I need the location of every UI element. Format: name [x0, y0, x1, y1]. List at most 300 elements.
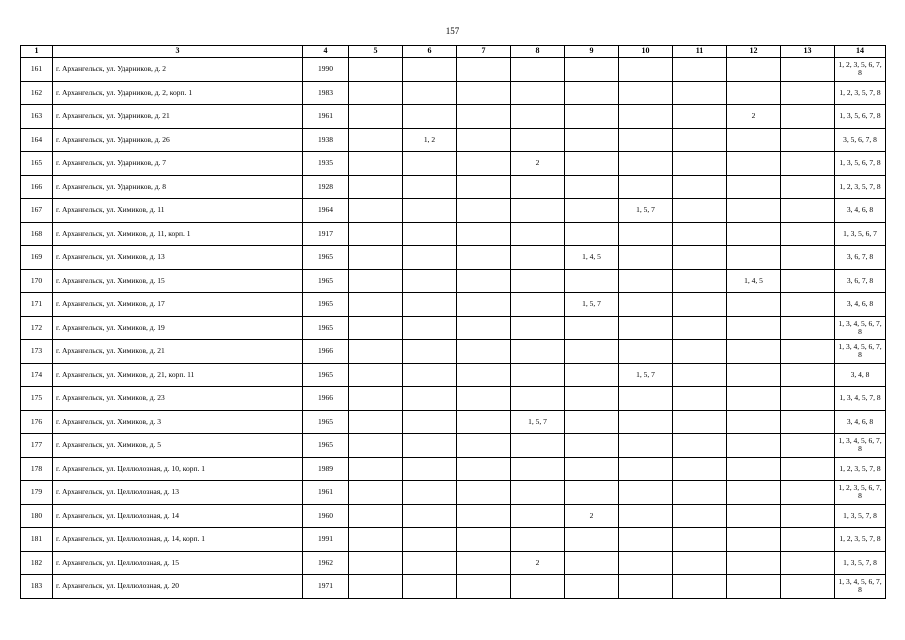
table-row — [21, 269, 886, 293]
col9-cell: 1, 5, 7 — [565, 293, 619, 317]
year-cell: 1965 — [303, 363, 349, 387]
col8-cell: 2 — [511, 551, 565, 575]
col9-cell — [565, 410, 619, 434]
col8-cell — [511, 175, 565, 199]
row-number: 176 — [21, 410, 53, 434]
col7-cell — [457, 316, 511, 340]
col14-cell: 3, 6, 7, 8 — [835, 246, 886, 270]
col10-cell — [619, 175, 673, 199]
col12-cell — [727, 410, 781, 434]
year-cell: 1960 — [303, 504, 349, 528]
col12-cell — [727, 457, 781, 481]
col14-cell: 1, 2, 3, 5, 7, 8 — [835, 528, 886, 552]
col13-cell — [781, 457, 835, 481]
col14-cell: 1, 3, 5, 7, 8 — [835, 551, 886, 575]
year-cell: 1991 — [303, 528, 349, 552]
col6-cell — [403, 269, 457, 293]
col12-cell — [727, 199, 781, 223]
address-cell: г. Архангельск, ул. Химиков, д. 11 — [53, 199, 303, 223]
column-header: 1 — [21, 46, 53, 58]
col11-cell — [673, 222, 727, 246]
header-row — [21, 46, 886, 58]
col13-cell — [781, 128, 835, 152]
col7-cell — [457, 269, 511, 293]
col8-cell: 1, 5, 7 — [511, 410, 565, 434]
col6-cell — [403, 152, 457, 176]
col5-cell — [349, 575, 403, 599]
row-number: 172 — [21, 316, 53, 340]
col8-cell — [511, 199, 565, 223]
col11-cell — [673, 434, 727, 458]
col13-cell — [781, 246, 835, 270]
col9-cell — [565, 222, 619, 246]
col12-cell: 1, 4, 5 — [727, 269, 781, 293]
address-cell: г. Архангельск, ул. Ударников, д. 7 — [53, 152, 303, 176]
col8-cell — [511, 387, 565, 411]
table-row — [21, 410, 886, 434]
col11-cell — [673, 105, 727, 129]
col8-cell — [511, 269, 565, 293]
col10-cell — [619, 410, 673, 434]
row-number: 175 — [21, 387, 53, 411]
address-cell: г. Архангельск, ул. Целлюлозная, д. 13 — [53, 481, 303, 505]
col8-cell: 2 — [511, 152, 565, 176]
col6-cell — [403, 551, 457, 575]
col8-cell — [511, 481, 565, 505]
col12-cell — [727, 293, 781, 317]
col13-cell — [781, 293, 835, 317]
row-number: 164 — [21, 128, 53, 152]
col7-cell — [457, 293, 511, 317]
table-row — [21, 363, 886, 387]
col9-cell — [565, 58, 619, 82]
col12-cell — [727, 504, 781, 528]
col11-cell — [673, 246, 727, 270]
col10-cell — [619, 504, 673, 528]
col14-cell: 1, 3, 5, 6, 7, 8 — [835, 105, 886, 129]
table-row — [21, 246, 886, 270]
col12-cell — [727, 152, 781, 176]
col7-cell — [457, 340, 511, 364]
col11-cell — [673, 128, 727, 152]
col10-cell — [619, 316, 673, 340]
col14-cell: 1, 3, 5, 6, 7, 8 — [835, 152, 886, 176]
col6-cell — [403, 481, 457, 505]
row-number: 173 — [21, 340, 53, 364]
col5-cell — [349, 551, 403, 575]
address-cell: г. Архангельск, ул. Целлюлозная, д. 20 — [53, 575, 303, 599]
table-row — [21, 387, 886, 411]
col7-cell — [457, 410, 511, 434]
col6-cell — [403, 175, 457, 199]
address-cell: г. Архангельск, ул. Целлюлозная, д. 14 — [53, 504, 303, 528]
col14-cell: 3, 4, 6, 8 — [835, 199, 886, 223]
col13-cell — [781, 105, 835, 129]
year-cell: 1961 — [303, 105, 349, 129]
col12-cell — [727, 481, 781, 505]
col6-cell — [403, 58, 457, 82]
col11-cell — [673, 293, 727, 317]
col9-cell — [565, 340, 619, 364]
col8-cell — [511, 81, 565, 105]
col9-cell — [565, 269, 619, 293]
col11-cell — [673, 457, 727, 481]
col8-cell — [511, 246, 565, 270]
col13-cell — [781, 434, 835, 458]
col14-cell: 1, 3, 4, 5, 7, 8 — [835, 387, 886, 411]
col13-cell — [781, 316, 835, 340]
col5-cell — [349, 269, 403, 293]
col5-cell — [349, 246, 403, 270]
col8-cell — [511, 504, 565, 528]
col9-cell: 2 — [565, 504, 619, 528]
col11-cell — [673, 81, 727, 105]
address-cell: г. Архангельск, ул. Химиков, д. 3 — [53, 410, 303, 434]
col10-cell: 1, 5, 7 — [619, 363, 673, 387]
column-header: 5 — [349, 46, 403, 58]
col12-cell — [727, 528, 781, 552]
col5-cell — [349, 199, 403, 223]
col8-cell — [511, 363, 565, 387]
col10-cell — [619, 222, 673, 246]
col11-cell — [673, 58, 727, 82]
col6-cell — [403, 387, 457, 411]
col7-cell — [457, 175, 511, 199]
col13-cell — [781, 387, 835, 411]
col6-cell — [403, 457, 457, 481]
year-cell: 1962 — [303, 551, 349, 575]
col10-cell — [619, 575, 673, 599]
year-cell: 1928 — [303, 175, 349, 199]
col8-cell — [511, 457, 565, 481]
col13-cell — [781, 269, 835, 293]
year-cell: 1965 — [303, 316, 349, 340]
col5-cell — [349, 222, 403, 246]
year-cell: 1990 — [303, 58, 349, 82]
year-cell: 1965 — [303, 269, 349, 293]
col6-cell — [403, 81, 457, 105]
address-cell: г. Архангельск, ул. Химиков, д. 19 — [53, 316, 303, 340]
col5-cell — [349, 316, 403, 340]
col14-cell: 3, 4, 8 — [835, 363, 886, 387]
col6-cell — [403, 316, 457, 340]
col5-cell — [349, 387, 403, 411]
year-cell: 1964 — [303, 199, 349, 223]
table-header — [21, 46, 886, 58]
col11-cell — [673, 316, 727, 340]
col5-cell — [349, 152, 403, 176]
col12-cell: 2 — [727, 105, 781, 129]
row-number: 179 — [21, 481, 53, 505]
address-cell: г. Архангельск, ул. Ударников, д. 2, корп. 1 — [53, 81, 303, 105]
row-number: 169 — [21, 246, 53, 270]
col7-cell — [457, 152, 511, 176]
col11-cell — [673, 575, 727, 599]
col9-cell — [565, 551, 619, 575]
col9-cell — [565, 128, 619, 152]
col11-cell — [673, 175, 727, 199]
col6-cell: 1, 2 — [403, 128, 457, 152]
col6-cell — [403, 363, 457, 387]
year-cell: 1917 — [303, 222, 349, 246]
column-header: 12 — [727, 46, 781, 58]
col14-cell: 3, 4, 6, 8 — [835, 293, 886, 317]
table-row — [21, 340, 886, 364]
col6-cell — [403, 340, 457, 364]
column-header: 4 — [303, 46, 349, 58]
address-cell: г. Архангельск, ул. Ударников, д. 21 — [53, 105, 303, 129]
col9-cell — [565, 152, 619, 176]
col6-cell — [403, 528, 457, 552]
col14-cell: 1, 3, 4, 5, 6, 7, 8 — [835, 316, 886, 340]
table-row — [21, 152, 886, 176]
row-number: 178 — [21, 457, 53, 481]
col10-cell — [619, 434, 673, 458]
col6-cell — [403, 504, 457, 528]
table-row — [21, 293, 886, 317]
col14-cell: 1, 3, 4, 5, 6, 7, 8 — [835, 575, 886, 599]
col14-cell: 1, 2, 3, 5, 6, 7, 8 — [835, 481, 886, 505]
col12-cell — [727, 434, 781, 458]
col7-cell — [457, 528, 511, 552]
column-header: 14 — [835, 46, 886, 58]
col8-cell — [511, 528, 565, 552]
table-row — [21, 528, 886, 552]
col7-cell — [457, 575, 511, 599]
col7-cell — [457, 504, 511, 528]
col8-cell — [511, 222, 565, 246]
col14-cell: 1, 3, 5, 6, 7 — [835, 222, 886, 246]
address-cell: г. Архангельск, ул. Ударников, д. 8 — [53, 175, 303, 199]
row-number: 163 — [21, 105, 53, 129]
col9-cell — [565, 457, 619, 481]
year-cell: 1983 — [303, 81, 349, 105]
col13-cell — [781, 58, 835, 82]
col14-cell: 1, 2, 3, 5, 7, 8 — [835, 457, 886, 481]
col12-cell — [727, 222, 781, 246]
table-body — [21, 58, 886, 599]
col13-cell — [781, 222, 835, 246]
col5-cell — [349, 128, 403, 152]
year-cell: 1989 — [303, 457, 349, 481]
address-cell: г. Архангельск, ул. Ударников, д. 26 — [53, 128, 303, 152]
col11-cell — [673, 504, 727, 528]
table-row — [21, 434, 886, 458]
column-header: 3 — [53, 46, 303, 58]
col6-cell — [403, 105, 457, 129]
col7-cell — [457, 387, 511, 411]
column-header: 11 — [673, 46, 727, 58]
col14-cell: 1, 2, 3, 5, 6, 7, 8 — [835, 58, 886, 82]
col13-cell — [781, 175, 835, 199]
address-cell: г. Архангельск, ул. Химиков, д. 5 — [53, 434, 303, 458]
col12-cell — [727, 340, 781, 364]
col9-cell — [565, 575, 619, 599]
row-number: 174 — [21, 363, 53, 387]
col5-cell — [349, 340, 403, 364]
address-cell: г. Архангельск, ул. Химиков, д. 15 — [53, 269, 303, 293]
col12-cell — [727, 58, 781, 82]
col7-cell — [457, 363, 511, 387]
col11-cell — [673, 387, 727, 411]
col8-cell — [511, 105, 565, 129]
table-row — [21, 58, 886, 82]
column-header: 9 — [565, 46, 619, 58]
col5-cell — [349, 81, 403, 105]
row-number: 170 — [21, 269, 53, 293]
table-row — [21, 504, 886, 528]
table-row — [21, 222, 886, 246]
col8-cell — [511, 316, 565, 340]
col13-cell — [781, 528, 835, 552]
row-number: 168 — [21, 222, 53, 246]
col7-cell — [457, 434, 511, 458]
col7-cell — [457, 457, 511, 481]
col7-cell — [457, 81, 511, 105]
col5-cell — [349, 105, 403, 129]
column-header: 6 — [403, 46, 457, 58]
col6-cell — [403, 293, 457, 317]
row-number: 167 — [21, 199, 53, 223]
col11-cell — [673, 410, 727, 434]
col12-cell — [727, 575, 781, 599]
col5-cell — [349, 175, 403, 199]
table-row — [21, 316, 886, 340]
col10-cell — [619, 481, 673, 505]
col13-cell — [781, 199, 835, 223]
col10-cell — [619, 387, 673, 411]
col5-cell — [349, 528, 403, 552]
table-row — [21, 575, 886, 599]
col12-cell — [727, 175, 781, 199]
table-row — [21, 457, 886, 481]
col7-cell — [457, 199, 511, 223]
col14-cell: 3, 5, 6, 7, 8 — [835, 128, 886, 152]
year-cell: 1971 — [303, 575, 349, 599]
col14-cell: 1, 2, 3, 5, 7, 8 — [835, 175, 886, 199]
col5-cell — [349, 363, 403, 387]
col7-cell — [457, 128, 511, 152]
col11-cell — [673, 199, 727, 223]
col9-cell — [565, 175, 619, 199]
col10-cell: 1, 5, 7 — [619, 199, 673, 223]
year-cell: 1935 — [303, 152, 349, 176]
table-row — [21, 199, 886, 223]
col9-cell — [565, 363, 619, 387]
year-cell: 1966 — [303, 387, 349, 411]
col7-cell — [457, 105, 511, 129]
year-cell: 1966 — [303, 340, 349, 364]
col7-cell — [457, 58, 511, 82]
col11-cell — [673, 269, 727, 293]
col12-cell — [727, 128, 781, 152]
col10-cell — [619, 81, 673, 105]
col13-cell — [781, 575, 835, 599]
col14-cell: 1, 3, 4, 5, 6, 7, 8 — [835, 340, 886, 364]
address-cell: г. Архангельск, ул. Химиков, д. 13 — [53, 246, 303, 270]
row-number: 182 — [21, 551, 53, 575]
col10-cell — [619, 152, 673, 176]
year-cell: 1965 — [303, 434, 349, 458]
col14-cell: 3, 4, 6, 8 — [835, 410, 886, 434]
col14-cell: 1, 2, 3, 5, 7, 8 — [835, 81, 886, 105]
row-number: 171 — [21, 293, 53, 317]
col9-cell — [565, 528, 619, 552]
col12-cell — [727, 387, 781, 411]
address-cell: г. Архангельск, ул. Химиков, д. 21 — [53, 340, 303, 364]
col13-cell — [781, 340, 835, 364]
col13-cell — [781, 481, 835, 505]
year-cell: 1965 — [303, 246, 349, 270]
col10-cell — [619, 293, 673, 317]
page-number: 157 — [445, 26, 460, 36]
address-cell: г. Архангельск, ул. Целлюлозная, д. 14, корп. 1 — [53, 528, 303, 552]
col8-cell — [511, 128, 565, 152]
col9-cell — [565, 481, 619, 505]
table-row — [21, 481, 886, 505]
address-cell: г. Архангельск, ул. Ударников, д. 2 — [53, 58, 303, 82]
col12-cell — [727, 363, 781, 387]
col10-cell — [619, 528, 673, 552]
col5-cell — [349, 410, 403, 434]
col6-cell — [403, 246, 457, 270]
row-number: 161 — [21, 58, 53, 82]
col8-cell — [511, 575, 565, 599]
col13-cell — [781, 410, 835, 434]
col11-cell — [673, 528, 727, 552]
address-cell: г. Архангельск, ул. Химиков, д. 21, корп. 11 — [53, 363, 303, 387]
col11-cell — [673, 152, 727, 176]
building-register-table — [20, 45, 886, 599]
col7-cell — [457, 222, 511, 246]
col9-cell — [565, 105, 619, 129]
row-number: 180 — [21, 504, 53, 528]
col9-cell — [565, 387, 619, 411]
row-number: 162 — [21, 81, 53, 105]
col9-cell — [565, 434, 619, 458]
col11-cell — [673, 340, 727, 364]
row-number: 183 — [21, 575, 53, 599]
col5-cell — [349, 293, 403, 317]
col10-cell — [619, 340, 673, 364]
year-cell: 1965 — [303, 410, 349, 434]
col12-cell — [727, 246, 781, 270]
col12-cell — [727, 551, 781, 575]
column-header: 7 — [457, 46, 511, 58]
col13-cell — [781, 363, 835, 387]
col6-cell — [403, 199, 457, 223]
col13-cell — [781, 152, 835, 176]
table-row — [21, 105, 886, 129]
col8-cell — [511, 340, 565, 364]
col14-cell: 1, 3, 4, 5, 6, 7, 8 — [835, 434, 886, 458]
year-cell: 1938 — [303, 128, 349, 152]
col12-cell — [727, 81, 781, 105]
col6-cell — [403, 222, 457, 246]
year-cell: 1965 — [303, 293, 349, 317]
col6-cell — [403, 410, 457, 434]
col9-cell — [565, 199, 619, 223]
col5-cell — [349, 481, 403, 505]
col11-cell — [673, 481, 727, 505]
column-header: 13 — [781, 46, 835, 58]
table-row — [21, 175, 886, 199]
address-cell: г. Архангельск, ул. Целлюлозная, д. 10, корп. 1 — [53, 457, 303, 481]
table-row — [21, 551, 886, 575]
col11-cell — [673, 551, 727, 575]
col10-cell — [619, 551, 673, 575]
col9-cell: 1, 4, 5 — [565, 246, 619, 270]
